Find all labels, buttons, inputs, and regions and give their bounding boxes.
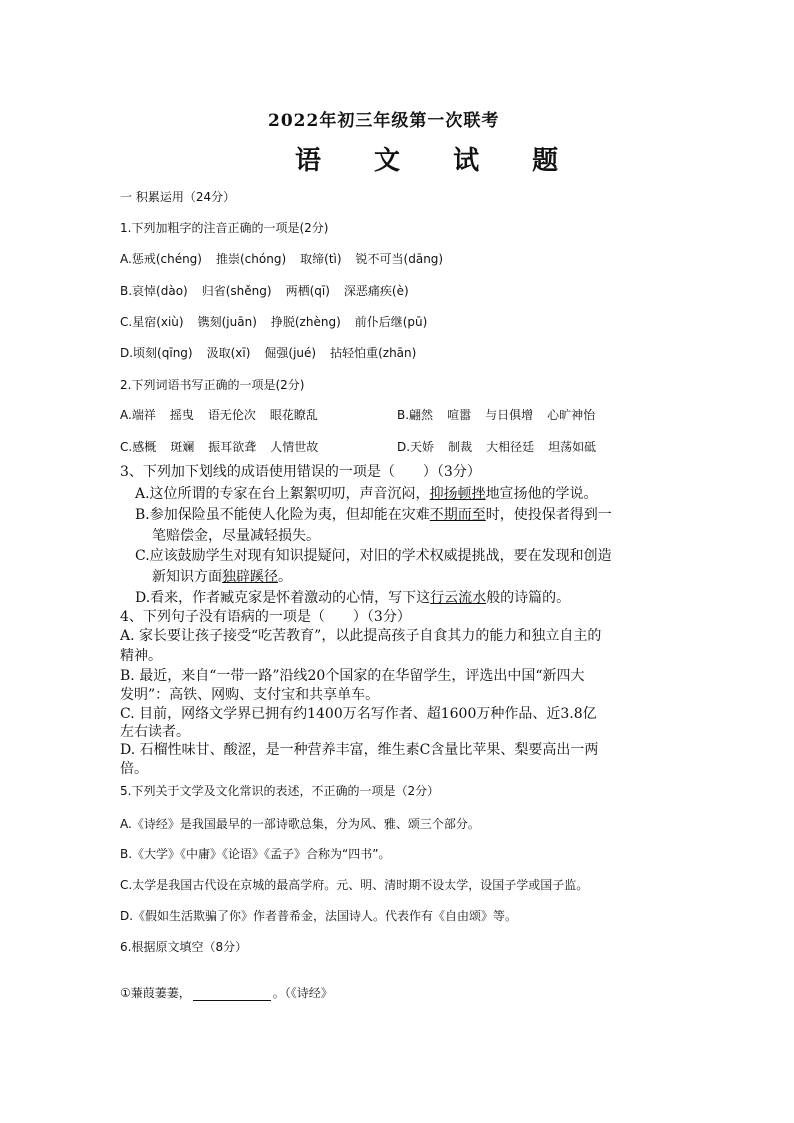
option-word: 坦荡如砥	[548, 440, 597, 454]
option-word: 语无伦次	[207, 408, 256, 422]
fill-text: ①蒹葭萋萋，	[120, 986, 191, 1000]
question-4-option-b: B. 最近，来自“一带一路”沿线20个国家的在华留学生，评选出中国“新四大	[120, 668, 585, 684]
option-word: 人情世故	[270, 440, 319, 454]
option-word: 镌刻(juān)	[197, 315, 257, 329]
question-2-option-d	[397, 438, 610, 455]
question-6-item-1	[120, 984, 333, 1001]
underlined-idiom: 独辟蹊径	[222, 569, 278, 585]
option-word: 摇曳	[169, 408, 194, 422]
question-2-option-a	[120, 406, 332, 423]
exam-title: 语 文 试 题	[295, 146, 581, 176]
question-1-stem: 1.下列加粗字的注音正确的一项是(2分)	[120, 221, 329, 235]
question-3-option-c-cont	[152, 566, 292, 586]
question-1-option-a	[120, 250, 457, 267]
option-word: 锐不可当(dāng)	[355, 252, 444, 266]
option-text: 新知识方面	[152, 569, 222, 585]
option-word: 眼花瞭乱	[269, 408, 318, 422]
option-word: 汲取(xī)	[206, 346, 251, 360]
option-word: 喧嚣	[447, 408, 472, 422]
question-3-option-b-cont: 笔赔偿金，尽量减轻损失。	[152, 528, 320, 544]
underlined-idiom: 行云流水	[430, 590, 487, 606]
question-5-option-c: C.太学是我国古代设在京城的最高学府。元、明、清时期不设太学，设国子学或国子监。	[120, 878, 589, 892]
question-4-option-c-cont: 左右读者。	[120, 724, 190, 740]
question-2-option-b	[397, 406, 609, 423]
question-5-option-d: D.《假如生活欺骗了你》作者普希金，法国诗人。代表作有《自由颂》等。	[120, 909, 518, 923]
option-word: D.顷刻(qīng)	[120, 346, 193, 360]
question-2-option-c	[120, 438, 332, 455]
question-1-option-c	[120, 313, 441, 330]
option-text: 地宣扬他的学说。	[485, 486, 598, 502]
option-word: 大相径廷	[486, 440, 535, 454]
option-word: 制裁	[448, 440, 473, 454]
option-word: 斑斓	[170, 440, 195, 454]
underlined-idiom: 抑扬顿挫	[429, 486, 486, 502]
question-4-option-d: D. 石榴性味甘、酸涩，是一种营养丰富，维生素C含量比苹果、梨要高出一两	[120, 742, 599, 758]
option-word: 取缔(tì)	[300, 252, 342, 266]
question-4-option-a-cont: 精神。	[120, 648, 162, 664]
option-word: 归省(shěng)	[201, 284, 272, 298]
question-4-option-d-cont: 倍。	[120, 761, 148, 777]
option-word: C.星宿(xiù)	[120, 315, 184, 329]
answer-blank[interactable]	[193, 988, 271, 1001]
question-4-stem: 4、下列句子没有语病的一项是（ ）（3分）	[120, 609, 411, 625]
option-text: A.这位所谓的专家在台上絮絮叨叨，声音沉闷，	[135, 486, 430, 502]
question-5-option-a: A.《诗经》是我国最早的一部诗歌总集，分为风、雅、颂三个部分。	[120, 817, 480, 831]
option-word: A.端祥	[120, 408, 156, 422]
fill-text: 。（《诗经》	[272, 986, 333, 1000]
option-word: 振耳欲聋	[208, 440, 257, 454]
option-word: 挣脱(zhèng)	[270, 315, 341, 329]
section-heading: 一 积累运用（24分）	[120, 190, 236, 204]
question-6-stem: 6.根据原文填空（8分）	[120, 940, 248, 954]
option-text: B.参加保险虽不能使人化险为夷，但却能在灾难	[135, 507, 430, 523]
option-word: 心旷神怡	[547, 408, 596, 422]
question-3-stem: 3、下列加下划线的成语使用错误的一项是（ ）（3分）	[120, 464, 481, 480]
option-word: D.天娇	[397, 440, 435, 454]
underlined-idiom: 不期而至	[429, 507, 486, 523]
question-2-stem: 2.下列词语书写正确的一项是(2分)	[120, 378, 305, 392]
question-5-option-b: B.《大学》《中庸》《论语》《孟子》合称为“四书”。	[120, 847, 391, 861]
option-text: 般的诗篇的。	[486, 590, 571, 606]
option-word: 与日俱增	[485, 408, 534, 422]
question-4-option-b-cont: 发明”：高铁、网购、支付宝和共享单车。	[120, 687, 380, 703]
option-word: 倔强(jué)	[264, 346, 317, 360]
question-1-option-b	[120, 282, 423, 299]
question-3-option-d	[135, 587, 570, 607]
option-word: 推崇(chóng)	[216, 252, 287, 266]
question-1-option-d	[120, 344, 430, 361]
option-word: 深恶痛疾(è)	[343, 284, 409, 298]
question-5-stem: 5.下列关于文学及文化常识的表述，不正确的一项是（2分）	[120, 784, 440, 798]
option-word: C.感概	[120, 440, 157, 454]
option-text: 。	[278, 569, 292, 585]
exam-subtitle: 2022年初三年级第一次联考	[268, 111, 500, 131]
option-word: A.惩戒(chéng)	[120, 252, 202, 266]
option-text: 时，使投保者得到一	[485, 507, 612, 523]
option-text: D.看来，作者臧克家是怀着激动的心情，写下这	[135, 590, 431, 606]
option-word: 拈轻怕重(zhān)	[330, 346, 417, 360]
question-4-option-c: C. 目前，网络文学界已拥有约1400万名写作者、超1600万种作品、近3.8亿	[120, 706, 597, 722]
option-word: B.翩然	[397, 408, 434, 422]
question-3-option-a	[135, 483, 598, 503]
question-3-option-b	[135, 504, 612, 524]
option-word: B.哀悼(dào)	[120, 284, 188, 298]
question-4-option-a: A. 家长要让孩子接受“吃苦教育”，以此提高孩子自食其力的能力和独立自主的	[120, 628, 602, 644]
option-word: 前仆后继(pū)	[354, 315, 428, 329]
question-3-option-c: C.应该鼓励学生对现有知识提疑问，对旧的学术权威提挑战，要在发现和创造	[135, 548, 612, 564]
option-word: 两栖(qī)	[285, 284, 330, 298]
